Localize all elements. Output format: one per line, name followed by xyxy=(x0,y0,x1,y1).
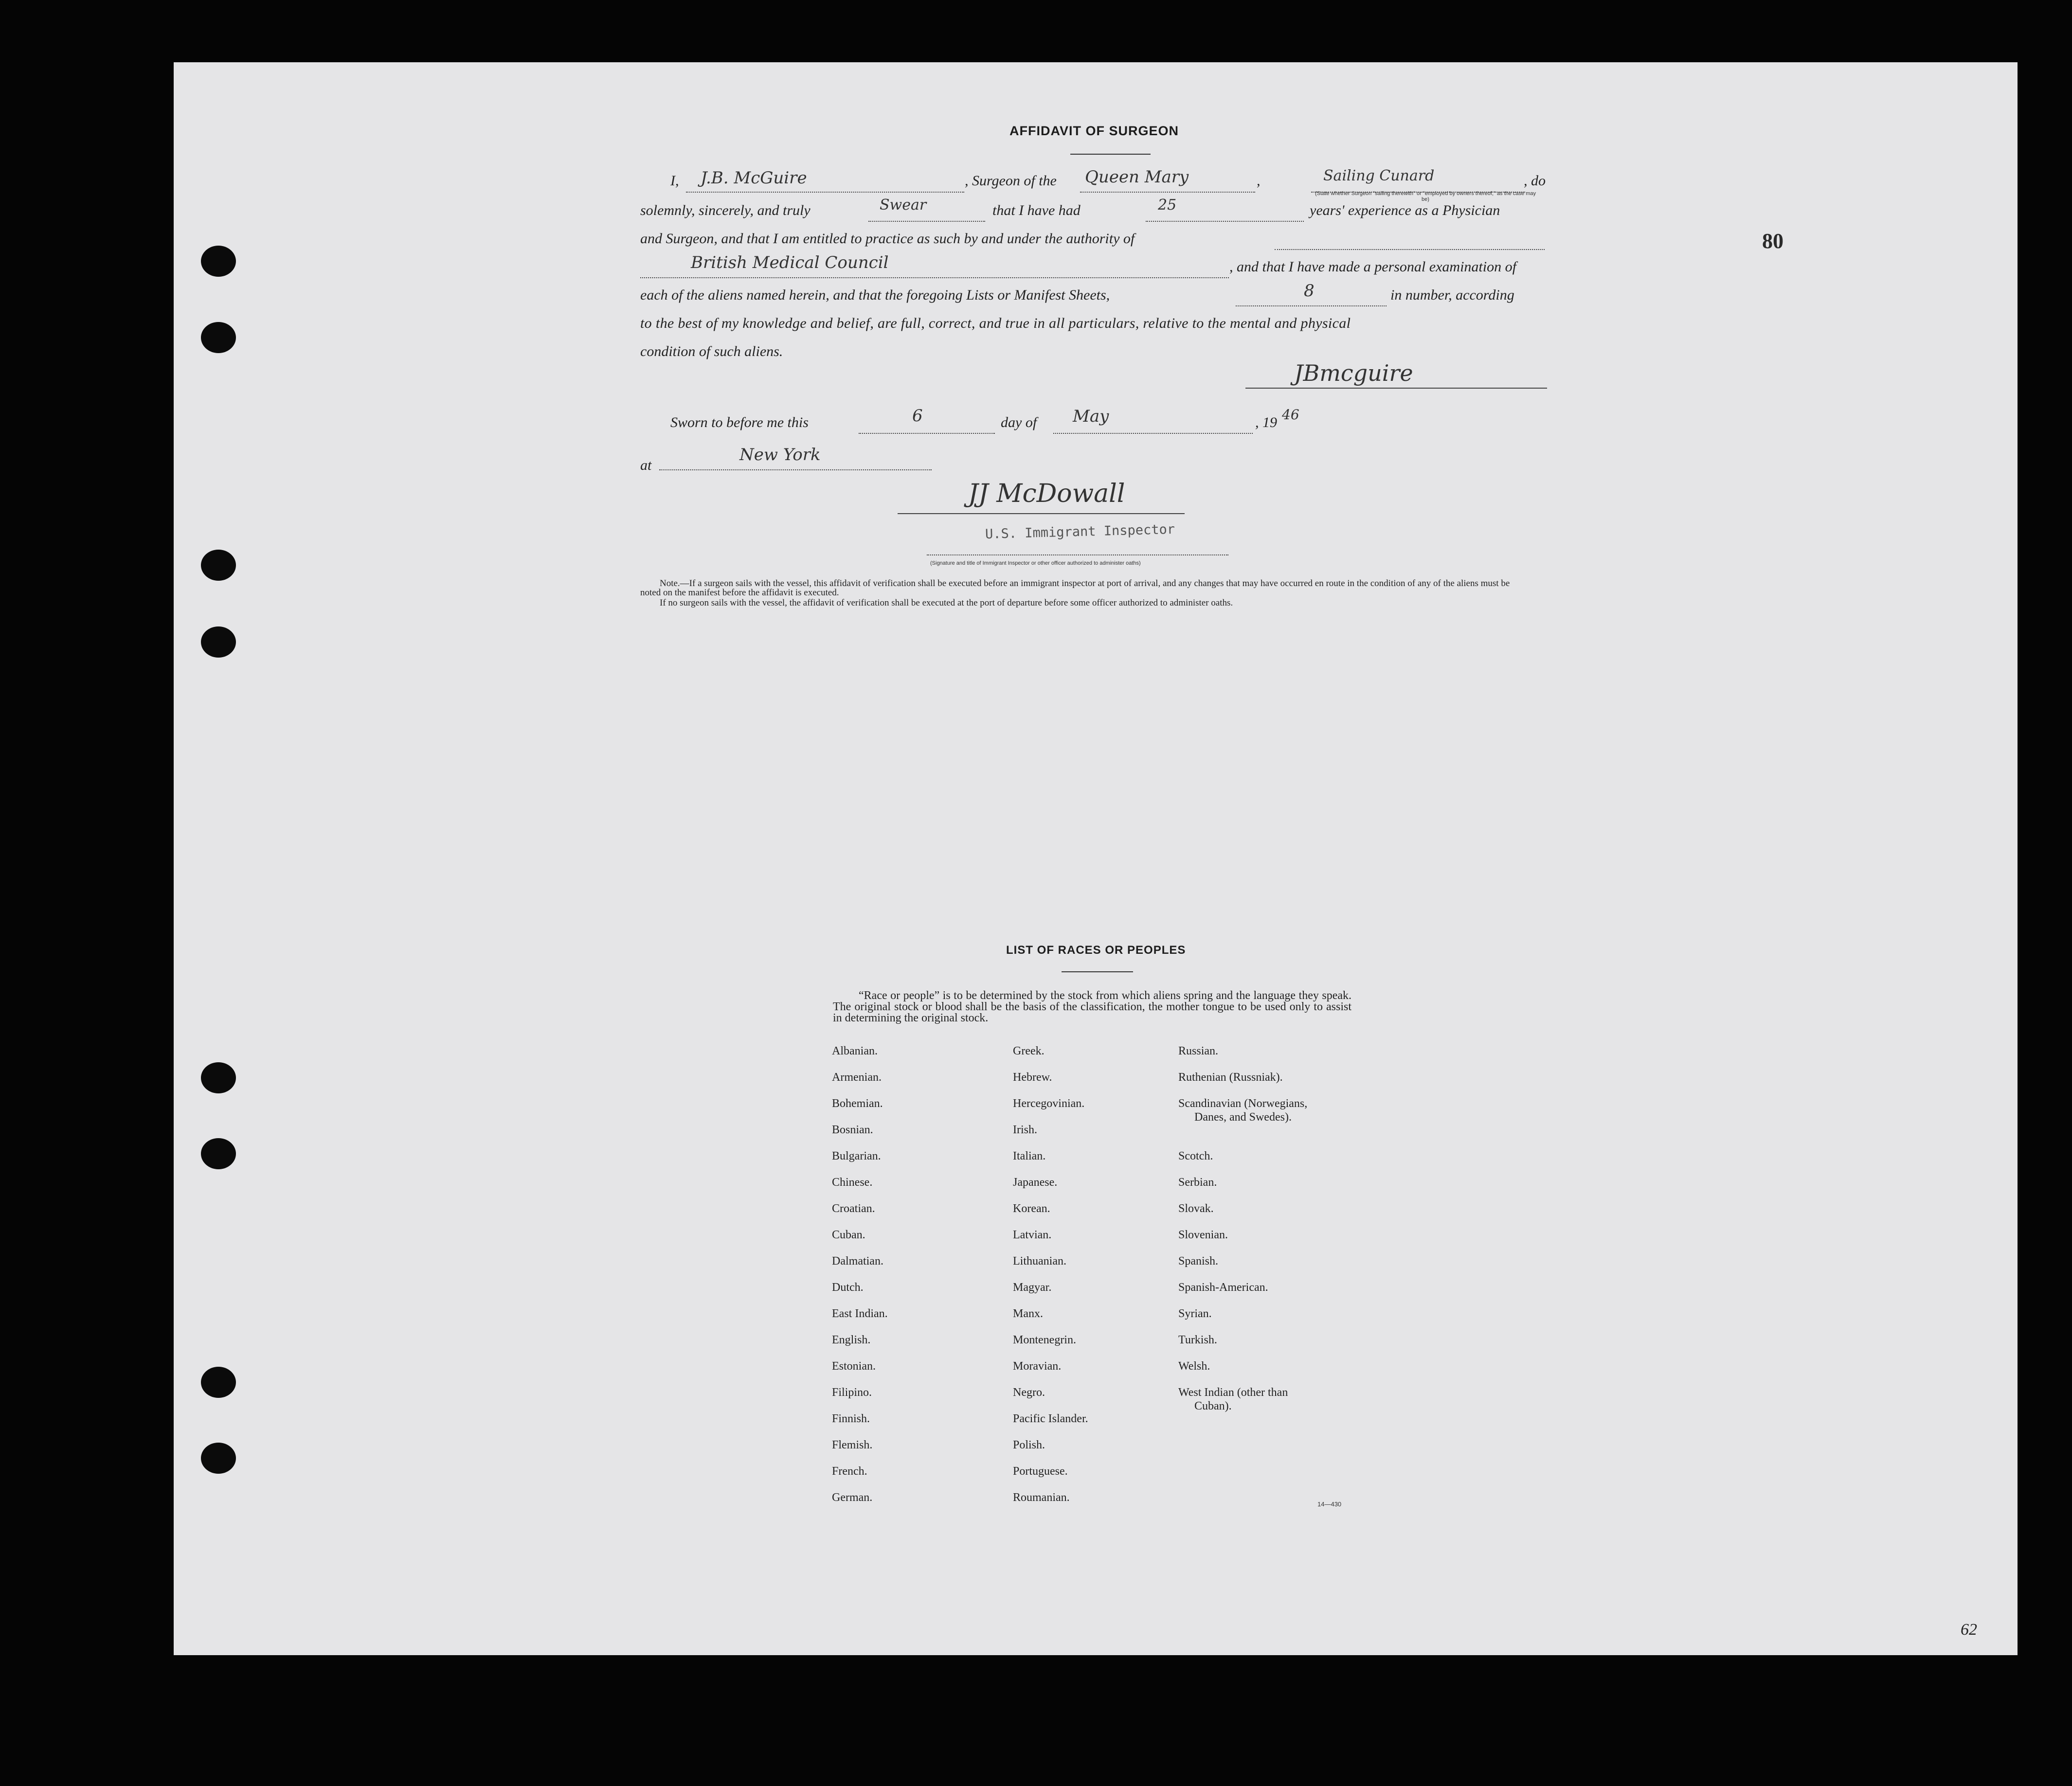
text-comma: , xyxy=(1257,173,1261,189)
race-item: Albanian. xyxy=(832,1045,878,1057)
races-title-rule xyxy=(1062,971,1133,972)
race-item: West Indian (other than xyxy=(1178,1386,1288,1399)
surgeon-signature: JBmcguire xyxy=(1294,360,1413,386)
sworn-year: 46 xyxy=(1282,407,1299,423)
text-do: , do xyxy=(1524,173,1546,189)
race-item: Moravian. xyxy=(1013,1360,1062,1373)
race-item: Flemish. xyxy=(832,1439,873,1451)
inspector-signature: JJ McDowall xyxy=(968,479,1125,508)
race-item: Serbian. xyxy=(1178,1176,1217,1189)
text-condition: condition of such aliens. xyxy=(640,343,783,359)
text-best-knowledge: to the best of my knowledge and belief, are full, correct, and true in all particulars, relative to the mental and physical xyxy=(640,315,1351,331)
race-item: Ruthenian (Russniak). xyxy=(1178,1071,1283,1084)
ship-name: Queen Mary xyxy=(1085,167,1189,187)
race-item: Hebrew. xyxy=(1013,1071,1052,1084)
text-and-surgeon: and Surgeon, and that I am entitled to practice as such by and under the authority of xyxy=(640,231,1135,247)
text-at: at xyxy=(640,457,652,473)
race-item: Syrian. xyxy=(1178,1307,1212,1320)
race-item: Welsh. xyxy=(1178,1360,1210,1373)
binder-hole xyxy=(201,246,236,277)
binder-hole xyxy=(201,1062,236,1093)
race-item: Spanish. xyxy=(1178,1255,1219,1268)
race-item: Bulgarian. xyxy=(832,1150,881,1162)
text-in-number: in number, according xyxy=(1390,287,1514,303)
text-surgeon-of: , Surgeon of the xyxy=(965,173,1057,189)
race-item: Japanese. xyxy=(1013,1176,1058,1189)
race-item: Turkish. xyxy=(1178,1334,1217,1346)
sworn-month: May xyxy=(1073,407,1109,426)
note-paragraph-1: Note.—If a surgeon sails with the vessel, this affidavit of verification shall be executed before an immigrant inspector at port of arrival, and any changes that may have occurred en route in the condition of any of the aliens must be noted on the manifest before the affidavit is executed. xyxy=(640,578,1510,598)
text-sworn: Sworn to before me this xyxy=(670,414,809,430)
race-item: Manx. xyxy=(1013,1307,1043,1320)
race-item: Latvian. xyxy=(1013,1229,1052,1241)
race-item: Pacific Islander. xyxy=(1013,1412,1088,1425)
race-item: Korean. xyxy=(1013,1202,1050,1215)
affidavit-title: AFFIDAVIT OF SURGEON xyxy=(1009,124,1179,138)
inspector-caption: (Signature and title of Immigrant Inspector or other officer authorized to administer oaths) xyxy=(930,560,1141,566)
race-item: Armenian. xyxy=(832,1071,882,1084)
race-item: Bohemian. xyxy=(832,1097,883,1110)
race-item: Chinese. xyxy=(832,1176,873,1189)
years-value: 25 xyxy=(1158,196,1177,214)
text-day-of: day of xyxy=(1001,414,1037,430)
swear-word: Swear xyxy=(880,196,927,214)
authority-value: British Medical Council xyxy=(691,253,889,272)
sworn-day: 6 xyxy=(912,406,923,426)
race-item: Polish. xyxy=(1013,1439,1045,1451)
race-item: French. xyxy=(832,1465,867,1478)
race-item: Bosnian. xyxy=(832,1124,873,1136)
inspector-caption-line xyxy=(927,535,1228,555)
title-rule xyxy=(1070,154,1151,155)
binder-hole xyxy=(201,1138,236,1169)
race-item: Negro. xyxy=(1013,1386,1045,1399)
day-field xyxy=(859,413,995,434)
race-item: Croatian. xyxy=(832,1202,875,1215)
corner-mark: 62 xyxy=(1961,1621,1977,1639)
race-item: Spanish-American. xyxy=(1178,1281,1268,1294)
race-item: Slovenian. xyxy=(1178,1229,1228,1241)
binder-hole xyxy=(201,626,236,658)
race-item: Cuban). xyxy=(1194,1400,1232,1412)
text-i: I, xyxy=(670,173,679,189)
binder-hole xyxy=(201,1367,236,1398)
note-paragraph-2: If no surgeon sails with the vessel, the affidavit of verification shall be executed at the port of departure before some officer authorized to administer oaths. xyxy=(660,598,1233,608)
race-item: English. xyxy=(832,1334,871,1346)
race-item: Italian. xyxy=(1013,1150,1046,1162)
inspector-stamp: U.S. Immigrant Inspector xyxy=(985,521,1175,542)
text-each-aliens: each of the aliens named herein, and that the foregoing Lists or Manifest Sheets, xyxy=(640,287,1110,303)
race-item: Dalmatian. xyxy=(832,1255,883,1268)
binder-hole xyxy=(201,322,236,353)
race-item: Danes, and Swedes). xyxy=(1194,1111,1292,1124)
text-years-exp: years' experience as a Physician xyxy=(1310,202,1500,218)
surgeon-name: J.B. McGuire xyxy=(701,168,807,188)
race-item: Roumanian. xyxy=(1013,1491,1070,1504)
binder-hole xyxy=(201,550,236,581)
line-name: Sailing Cunard xyxy=(1323,167,1435,184)
race-item: Hercegovinian. xyxy=(1013,1097,1085,1110)
race-item: Slovak. xyxy=(1178,1202,1214,1215)
races-title: LIST OF RACES OR PEOPLES xyxy=(1006,944,1186,957)
binder-hole xyxy=(201,1443,236,1474)
text-year-prefix: , 19 xyxy=(1255,414,1277,430)
page-number: 80 xyxy=(1762,229,1784,253)
races-intro: “Race or people” is to be determined by the stock from which aliens spring and the language they speak. The original stock or blood shall be the basis of the classification, the mother tongue to be used only to assist in determining the original stock. xyxy=(833,989,1351,1024)
race-item: Estonian. xyxy=(832,1360,876,1373)
race-item: Dutch. xyxy=(832,1281,864,1294)
race-item: Lithuanian. xyxy=(1013,1255,1066,1268)
race-item: Scotch. xyxy=(1178,1150,1213,1162)
race-item: Filipino. xyxy=(832,1386,872,1399)
sheets-count: 8 xyxy=(1304,281,1315,301)
race-item: Magyar. xyxy=(1013,1281,1052,1294)
race-item: Greek. xyxy=(1013,1045,1045,1057)
race-item: Irish. xyxy=(1013,1124,1037,1136)
authority-field-top xyxy=(1275,230,1545,250)
form-number: 14—430 xyxy=(1317,1500,1342,1508)
race-item: Montenegrin. xyxy=(1013,1334,1076,1346)
race-item: Scandinavian (Norwegians, xyxy=(1178,1097,1308,1110)
race-item: German. xyxy=(832,1491,873,1504)
race-item: Russian. xyxy=(1178,1045,1219,1057)
text-personal-exam: , and that I have made a personal examination of xyxy=(1229,259,1516,275)
small-note: (State whether Surgeon "sailing therewith" or "employed by owners thereof," as the case may be) xyxy=(1315,191,1536,202)
race-item: East Indian. xyxy=(832,1307,888,1320)
race-item: Portuguese. xyxy=(1013,1465,1068,1478)
race-item: Finnish. xyxy=(832,1412,870,1425)
text-that-i-have-had: that I have had xyxy=(992,202,1081,218)
race-item: Cuban. xyxy=(832,1229,865,1241)
text-solemnly: solemnly, sincerely, and truly xyxy=(640,202,811,218)
sworn-place: New York xyxy=(739,445,821,464)
